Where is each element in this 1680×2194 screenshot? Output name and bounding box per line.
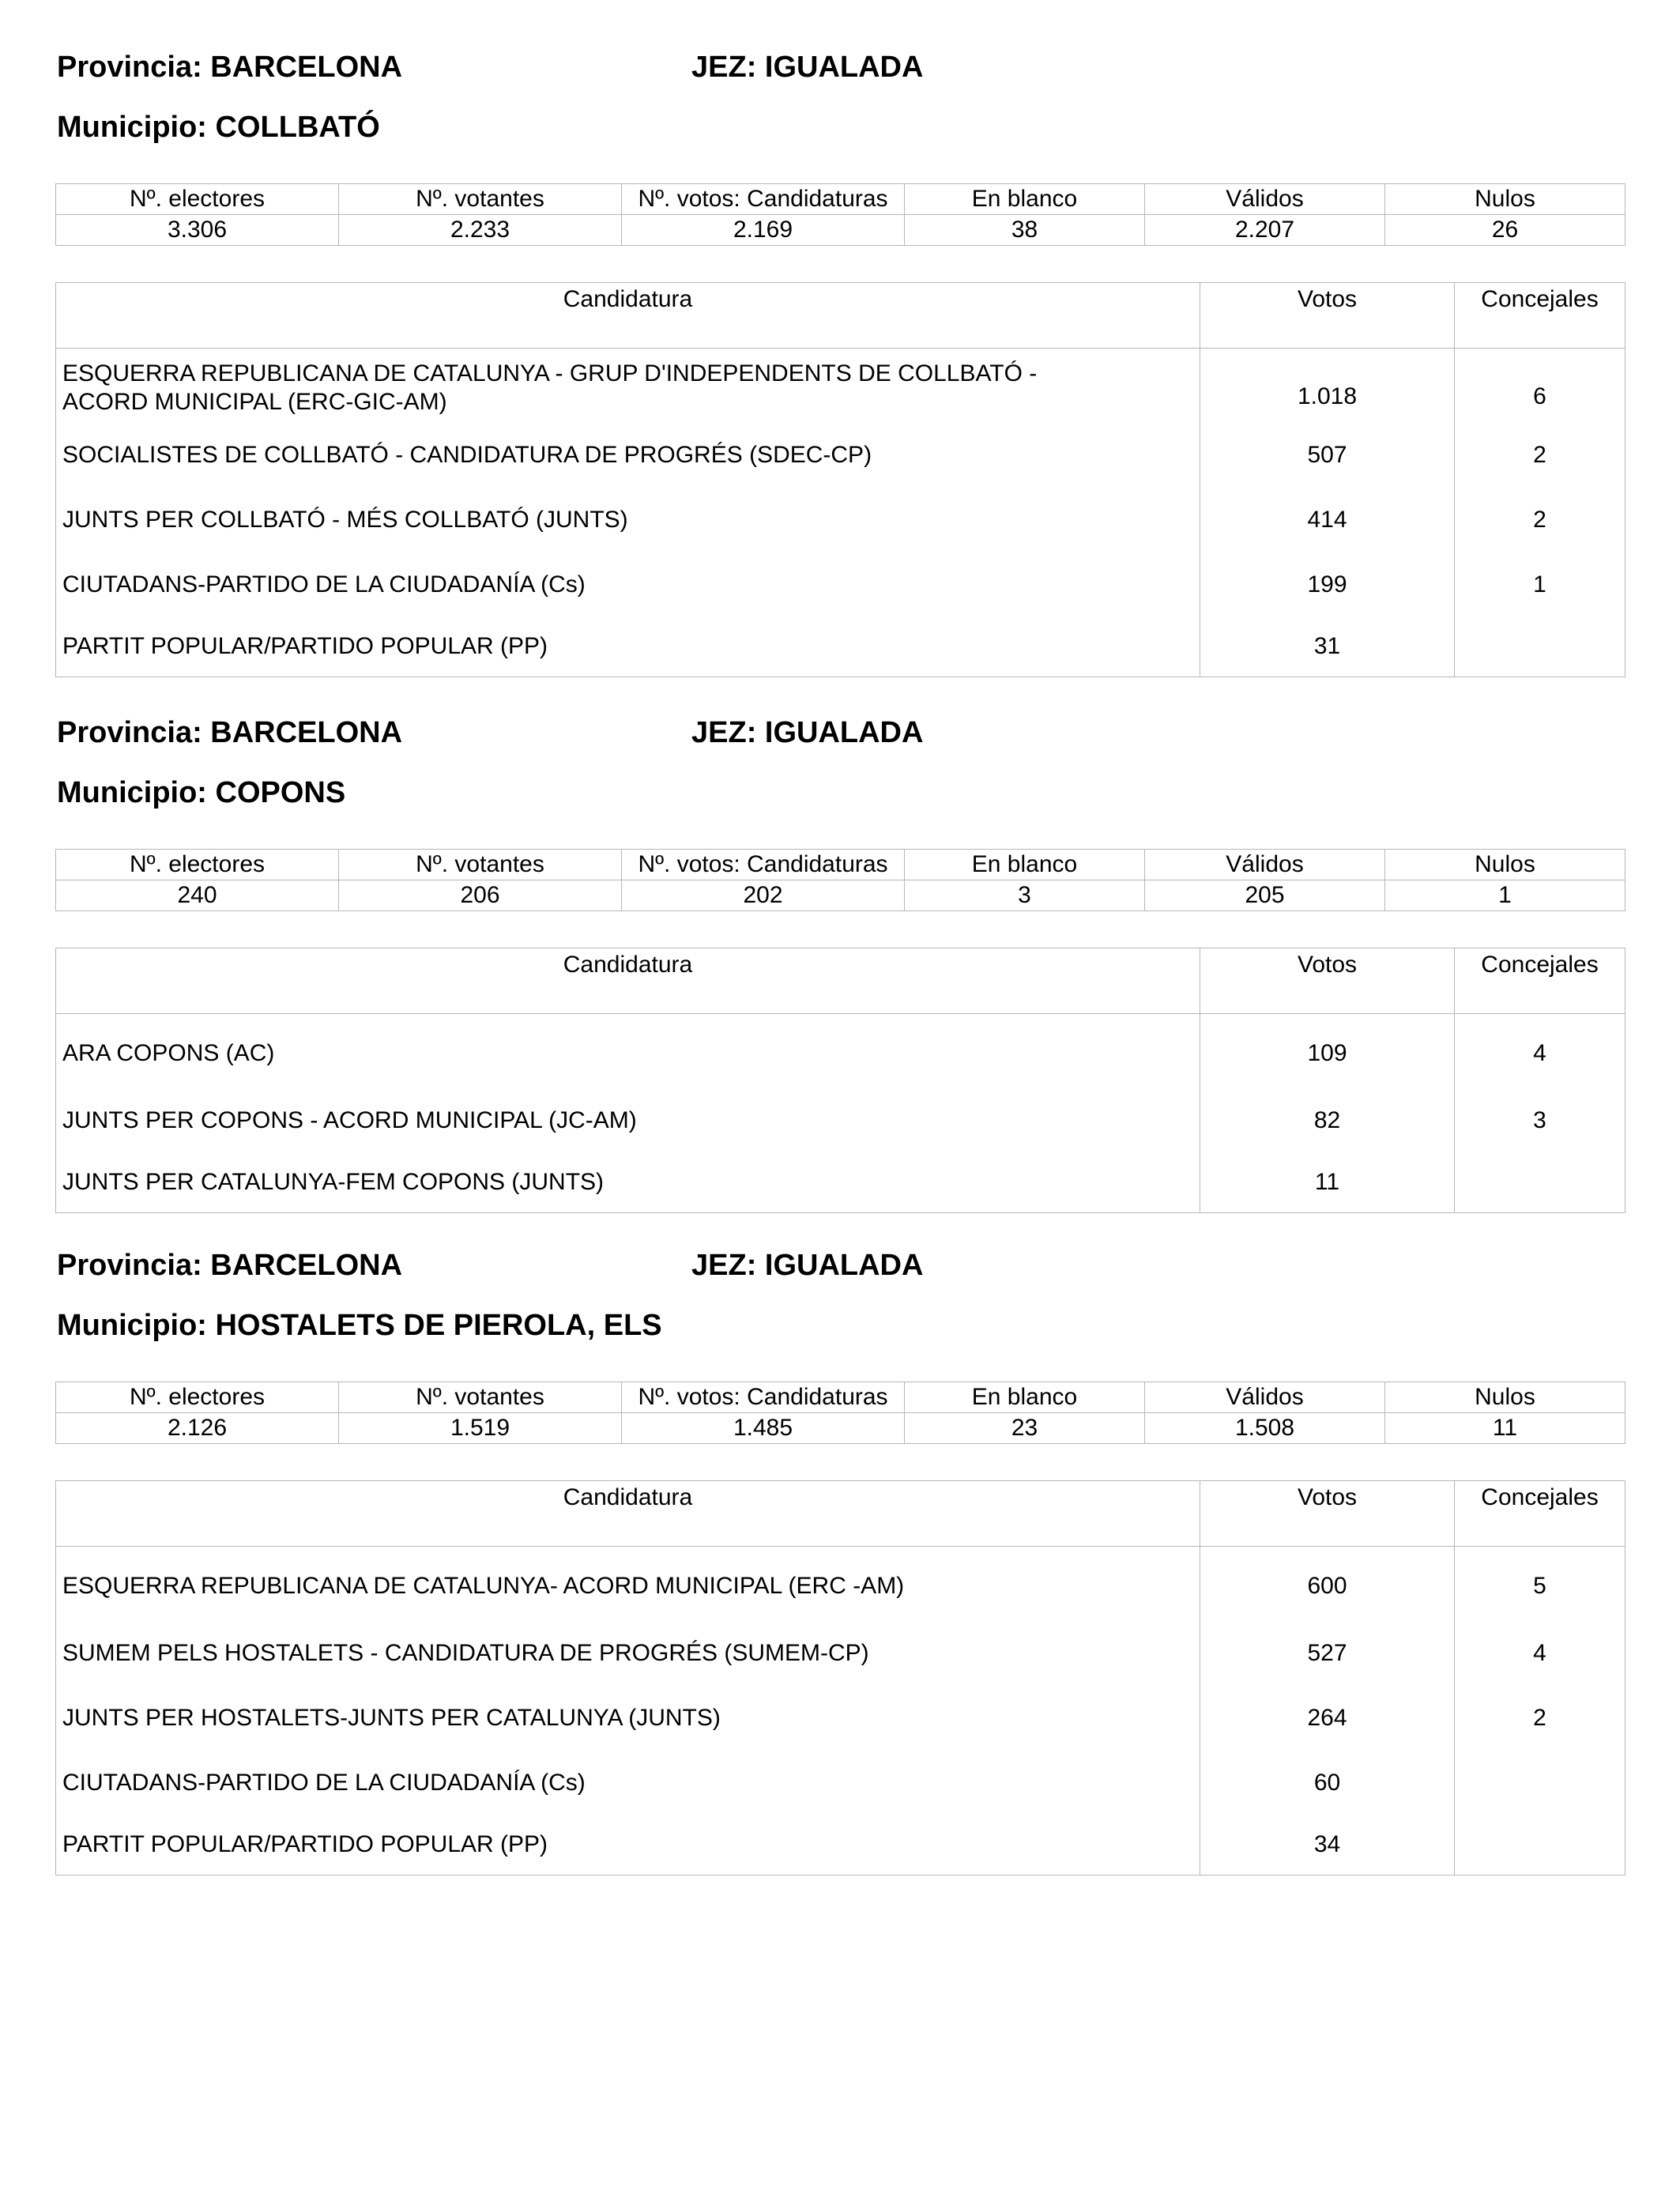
candidate-name: SOCIALISTES DE COLLBATÓ - CANDIDATURA DE PROGRÉS (SDEC-CP)	[56, 423, 1200, 488]
candidate-name: PARTIT POPULAR/PARTIDO POPULAR (PP)	[56, 1815, 1200, 1875]
stats-value-row	[56, 215, 1625, 246]
stats-header-validos: Válidos	[1145, 184, 1385, 215]
candidaturas-header-row	[56, 1481, 1625, 1547]
candidate-seats	[1455, 1751, 1625, 1815]
candidate-name: ARA COPONS (AC)	[56, 1014, 1200, 1088]
candidate-votes: 1.018	[1200, 349, 1455, 423]
candidate-votes: 34	[1200, 1815, 1455, 1875]
candidate-name-line: ESQUERRA REPUBLICANA DE CATALUNYA - GRUP D'INDEPENDENTS DE COLLBATÓ -	[62, 360, 1038, 386]
stats-value-electores: 240	[56, 880, 339, 911]
candidate-row	[56, 1815, 1625, 1875]
header-votos: Votos	[1200, 283, 1455, 349]
candidate-seats	[1455, 617, 1625, 677]
candidate-row	[56, 488, 1625, 552]
candidate-name: CIUTADANS-PARTIDO DE LA CIUDADANÍA (Cs)	[56, 552, 1200, 617]
municipio-section-collbato	[55, 51, 1625, 677]
candidate-name: JUNTS PER HOSTALETS-JUNTS PER CATALUNYA (JUNTS)	[56, 1686, 1200, 1751]
header-concejales: Concejales	[1455, 1481, 1625, 1547]
candidate-votes: 11	[1200, 1153, 1455, 1213]
candidate-votes: 60	[1200, 1751, 1455, 1815]
stats-header-votos-candidaturas: Nº. votos: Candidaturas	[622, 1382, 905, 1413]
candidate-votes: 199	[1200, 552, 1455, 617]
stats-value-electores: 2.126	[56, 1413, 339, 1444]
municipio-section-copons	[55, 716, 1625, 1213]
stats-table	[55, 849, 1625, 911]
candidate-name: JUNTS PER COLLBATÓ - MÉS COLLBATÓ (JUNTS)	[56, 488, 1200, 552]
candidate-row	[56, 1547, 1625, 1621]
candidate-name: CIUTADANS-PARTIDO DE LA CIUDADANÍA (Cs)	[56, 1751, 1200, 1815]
stats-table	[55, 1382, 1625, 1444]
stats-value-en-blanco: 38	[905, 215, 1145, 246]
jez-label: JEZ: IGUALADA	[691, 51, 924, 84]
stats-value-votos-candidaturas: 2.169	[622, 215, 905, 246]
stats-header-row	[56, 184, 1625, 215]
candidate-row	[56, 1621, 1625, 1686]
candidate-votes: 82	[1200, 1088, 1455, 1153]
stats-header-en-blanco: En blanco	[905, 184, 1145, 215]
candidaturas-table	[55, 948, 1625, 1213]
candidate-seats: 5	[1533, 1572, 1546, 1599]
header-votos: Votos	[1200, 948, 1455, 1014]
candidate-name	[56, 349, 1200, 423]
candidate-row	[56, 423, 1625, 488]
candidaturas-header-row	[56, 283, 1625, 349]
stats-header-electores: Nº. electores	[56, 850, 339, 880]
stats-value-votos-candidaturas: 1.485	[622, 1413, 905, 1444]
header-candidatura: Candidatura	[56, 948, 1200, 1014]
stats-value-row	[56, 1413, 1625, 1444]
candidate-row	[56, 1751, 1625, 1815]
stats-value-row	[56, 880, 1625, 911]
stats-value-votantes: 2.233	[339, 215, 622, 246]
section-header	[55, 716, 1625, 778]
candidaturas-table	[55, 282, 1625, 677]
candidate-votes: 600	[1200, 1547, 1455, 1621]
candidate-name: JUNTS PER COPONS - ACORD MUNICIPAL (JC-AM)	[56, 1088, 1200, 1153]
stats-value-nulos: 26	[1385, 215, 1625, 246]
stats-value-validos: 1.508	[1145, 1413, 1385, 1444]
stats-header-nulos: Nulos	[1385, 1382, 1625, 1413]
stats-header-votantes: Nº. votantes	[339, 184, 622, 215]
candidate-seats: 1	[1533, 571, 1546, 598]
stats-header-votos-candidaturas: Nº. votos: Candidaturas	[622, 850, 905, 880]
candidate-votes: 109	[1200, 1014, 1455, 1088]
stats-table	[55, 183, 1625, 246]
header-candidatura: Candidatura	[56, 1481, 1200, 1547]
candidate-name: SUMEM PELS HOSTALETS - CANDIDATURA DE PROGRÉS (SUMEM-CP)	[56, 1621, 1200, 1686]
stats-header-electores: Nº. electores	[56, 1382, 339, 1413]
candidate-row	[56, 1153, 1625, 1213]
candidate-votes: 264	[1200, 1686, 1455, 1751]
stats-value-votantes: 1.519	[339, 1413, 622, 1444]
candidaturas-table	[55, 1480, 1625, 1875]
candidate-row	[56, 1686, 1625, 1751]
stats-value-validos: 2.207	[1145, 215, 1385, 246]
jez-label: JEZ: IGUALADA	[691, 1249, 924, 1282]
header-votos: Votos	[1200, 1481, 1455, 1547]
candidate-seats: 3	[1533, 1106, 1546, 1133]
municipio-title: Municipio: HOSTALETS DE PIEROLA, ELS	[57, 1309, 662, 1342]
candidate-seats: 2	[1533, 1704, 1546, 1731]
stats-value-validos: 205	[1145, 880, 1385, 911]
stats-header-en-blanco: En blanco	[905, 850, 1145, 880]
provincia-label: Provincia: BARCELONA	[57, 716, 403, 749]
stats-header-electores: Nº. electores	[56, 184, 339, 215]
candidate-row	[56, 617, 1625, 677]
candidate-seats: 6	[1533, 383, 1546, 409]
section-header	[55, 51, 1625, 112]
provincia-label: Provincia: BARCELONA	[57, 51, 403, 84]
stats-value-en-blanco: 23	[905, 1413, 1145, 1444]
candidate-seats	[1455, 1153, 1625, 1213]
candidate-name: PARTIT POPULAR/PARTIDO POPULAR (PP)	[56, 617, 1200, 677]
stats-value-nulos: 1	[1385, 880, 1625, 911]
candidate-name-line: ACORD MUNICIPAL (ERC-GIC-AM)	[62, 388, 447, 415]
candidate-seats: 4	[1533, 1639, 1546, 1666]
stats-value-electores: 3.306	[56, 215, 339, 246]
header-concejales: Concejales	[1455, 948, 1625, 1014]
stats-header-votantes: Nº. votantes	[339, 850, 622, 880]
candidate-votes: 507	[1200, 423, 1455, 488]
candidate-seats	[1455, 1815, 1625, 1875]
stats-header-nulos: Nulos	[1385, 184, 1625, 215]
candidate-name: ESQUERRA REPUBLICANA DE CATALUNYA- ACORD MUNICIPAL (ERC -AM)	[56, 1547, 1200, 1621]
header-candidatura: Candidatura	[56, 283, 1200, 349]
stats-header-validos: Válidos	[1145, 850, 1385, 880]
stats-value-votos-candidaturas: 202	[622, 880, 905, 911]
municipio-title: Municipio: COPONS	[57, 776, 346, 809]
candidate-votes: 31	[1200, 617, 1455, 677]
stats-header-row	[56, 850, 1625, 880]
stats-value-nulos: 11	[1385, 1413, 1625, 1444]
header-concejales: Concejales	[1455, 283, 1625, 349]
provincia-label: Provincia: BARCELONA	[57, 1249, 403, 1282]
municipio-title: Municipio: COLLBATÓ	[57, 111, 380, 144]
stats-header-validos: Válidos	[1145, 1382, 1385, 1413]
candidate-votes: 527	[1200, 1621, 1455, 1686]
candidate-row	[56, 349, 1625, 423]
stats-header-nulos: Nulos	[1385, 850, 1625, 880]
jez-label: JEZ: IGUALADA	[691, 716, 924, 749]
stats-value-en-blanco: 3	[905, 880, 1145, 911]
candidate-votes: 414	[1200, 488, 1455, 552]
candidate-row	[56, 1014, 1625, 1088]
section-header	[55, 1249, 1625, 1310]
municipio-section-hostalets	[55, 1249, 1625, 1875]
candidate-seats: 2	[1533, 441, 1546, 468]
stats-header-row	[56, 1382, 1625, 1413]
candidaturas-header-row	[56, 948, 1625, 1014]
candidate-row	[56, 552, 1625, 617]
candidate-seats: 2	[1533, 506, 1546, 533]
candidate-row	[56, 1088, 1625, 1153]
candidate-name: JUNTS PER CATALUNYA-FEM COPONS (JUNTS)	[56, 1153, 1200, 1213]
stats-header-votos-candidaturas: Nº. votos: Candidaturas	[622, 184, 905, 215]
stats-header-votantes: Nº. votantes	[339, 1382, 622, 1413]
stats-value-votantes: 206	[339, 880, 622, 911]
stats-header-en-blanco: En blanco	[905, 1382, 1145, 1413]
candidate-seats: 4	[1533, 1039, 1546, 1066]
